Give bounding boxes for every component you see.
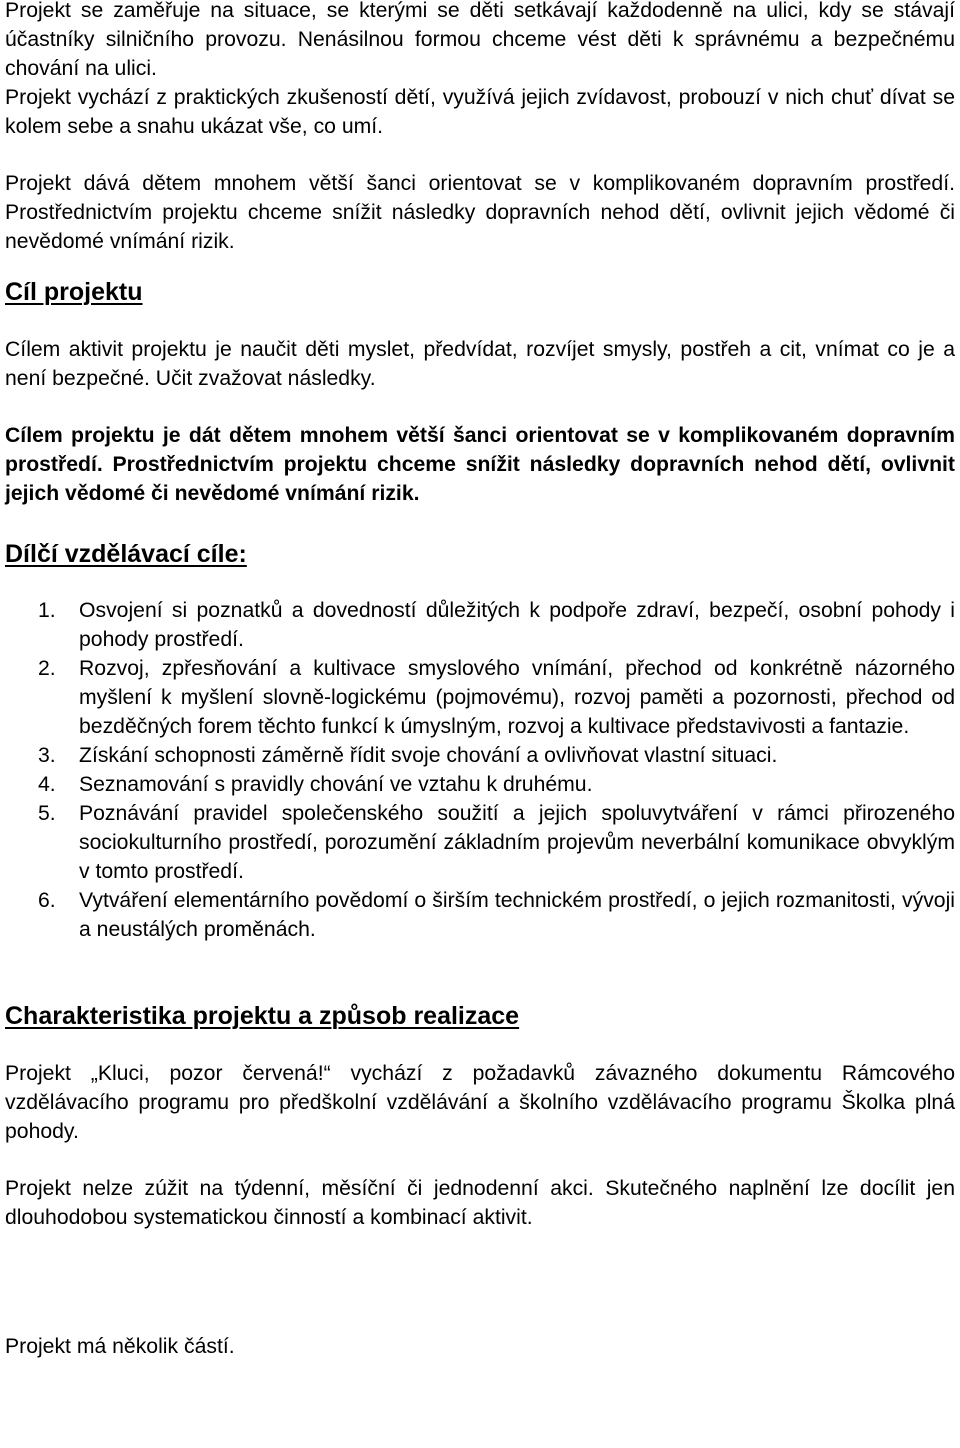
list-item	[5, 799, 955, 886]
characteristics-heading: Charakteristika projektu a způsob realizace	[5, 1002, 520, 1030]
list-item	[5, 741, 955, 770]
list-item	[5, 886, 955, 944]
list-item-number: 3.	[38, 744, 56, 767]
characteristics-paragraph-2: Projekt nelze zúžit na týdenní, měsíční či jednodenní akci. Skutečného naplnění lze docílit jen dlouhodobou systematickou činností a kombinací aktivit.	[5, 1177, 955, 1229]
list-item	[5, 654, 955, 741]
list-item-text: Rozvoj, zpřesňování a kultivace smyslového vnímání, přechod od konkrétně názorného myšlení k myšlení slovně-logickému (pojmovému), rozvoj paměti a pozornosti, přechod od bezděčných forem těchto funkcí k úmyslným, rozvoj a kultivace představivosti a fantazie.	[79, 657, 955, 738]
intro-paragraph-1: Projekt se zaměřuje na situace, se kterými se děti setkávají každodenně na ulici, kdy se stávají účastníky silničního provozu. Nenásilnou formou chceme vést děti k správnému a bezpečnému chování na ulici.	[5, 0, 955, 80]
characteristics-paragraph-1: Projekt „Kluci, pozor červená!“ vychází z požadavků závazného dokumentu Rámcového vzdělávacího programu pro předškolní vzdělávání a školního vzdělávacího programu Školka plná pohody.	[5, 1062, 955, 1143]
list-item-text: Získání schopnosti záměrně řídit svoje chování a ovlivňovat vlastní situaci.	[79, 744, 778, 767]
list-item-number: 2.	[38, 657, 56, 680]
characteristics-paragraph-3: Projekt má několik částí.	[5, 1335, 235, 1358]
subgoals-list	[5, 596, 955, 944]
intro-paragraph-2: Projekt vychází z praktických zkušeností dětí, využívá jejich zvídavost, probouzí v nich chuť dívat se kolem sebe a snahu ukázat vše, co umí.	[5, 86, 955, 138]
list-item-number: 6.	[38, 889, 56, 912]
list-item-text: Seznamování s pravidly chování ve vztahu k druhému.	[79, 773, 593, 796]
goal-heading: Cíl projektu	[5, 278, 143, 306]
subgoals-heading: Dílčí vzdělávací cíle:	[5, 540, 247, 568]
goal-paragraph: Cílem aktivit projektu je naučit děti myslet, předvídat, rozvíjet smysly, postřeh a cit, vnímat co je a není bezpečné. Učit zvažovat následky.	[5, 338, 955, 390]
goal-bold-paragraph: Cílem projektu je dát dětem mnohem větší šanci orientovat se v komplikovaném dopravním prostředí. Prostřednictvím projektu chceme snížit následky dopravních nehod dětí, ovlivnit jejich vědomé či nevědomé vnímání rizik.	[5, 424, 955, 505]
list-item-text: Osvojení si poznatků a dovedností důležitých k podpoře zdraví, bezpečí, osobní pohody i pohody prostředí.	[79, 599, 955, 651]
list-item-number: 1.	[38, 599, 56, 622]
list-item	[5, 596, 955, 654]
list-item	[5, 770, 955, 799]
intro-paragraph-3: Projekt dává dětem mnohem větší šanci orientovat se v komplikovaném dopravním prostředí. Prostřednictvím projektu chceme snížit následky dopravních nehod dětí, ovlivnit jejich vědomé či nevědomé vnímání rizik.	[5, 172, 955, 253]
list-item-number: 5.	[38, 802, 56, 825]
list-item-text: Poznávání pravidel společenského soužití a jejich spoluvytváření v rámci přirozeného sociokulturního prostředí, porozumění základním projevům neverbální komunikace obvyklým v tomto prostředí.	[79, 802, 955, 883]
list-item-text: Vytváření elementárního povědomí o širším technickém prostředí, o jejich rozmanitosti, vývoji a neustálých proměnách.	[79, 889, 955, 941]
list-item-number: 4.	[38, 773, 56, 796]
